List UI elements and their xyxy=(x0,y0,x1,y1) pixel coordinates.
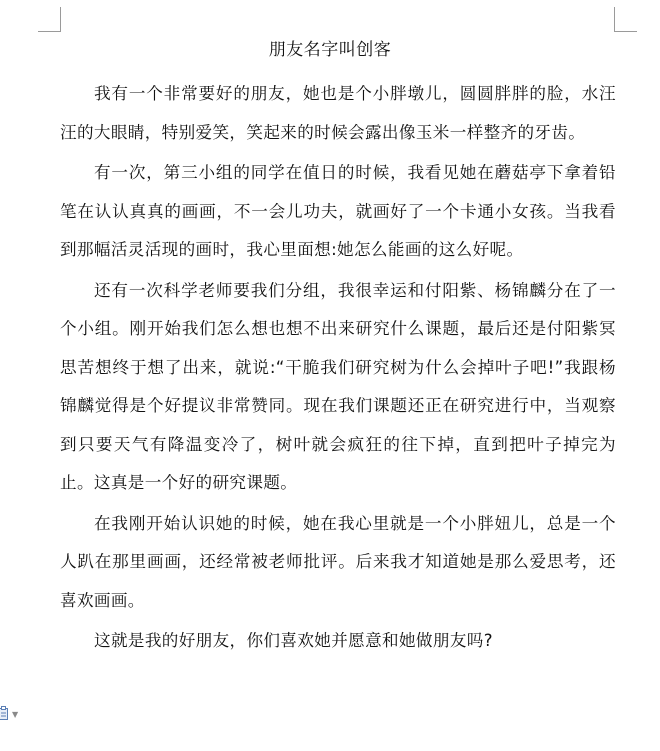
paste-options-icon[interactable] xyxy=(0,706,9,720)
crop-mark-top-left xyxy=(38,7,61,32)
document-title[interactable]: 朋友名字叫创客 xyxy=(268,40,392,60)
chevron-down-icon[interactable]: ▼ xyxy=(12,710,19,719)
crop-mark-top-right xyxy=(614,7,637,32)
paragraph-4[interactable]: 在我刚开始认识她的时候，她在我心里就是一个小胖妞儿，总是一个人趴在那里画画，还经常被老师批评。后来我才知道她是那么爱思考，还喜欢画画。 xyxy=(60,513,616,610)
paragraph-1[interactable]: 我有一个非常要好的朋友，她也是个小胖墩儿，圆圆胖胖的脸，水汪汪的大眼睛，特别爱笑，笑起来的时候会露出像玉米一样整齐的牙齿。 xyxy=(60,84,616,142)
paragraph-2[interactable]: 有一次，第三小组的同学在值日的时候，我看见她在蘑菇亭下拿着铅笔在认认真真的画画，不一会儿功夫，就画好了一个卡通小女孩。当我看到那幅活灵活现的画时，我心里面想:她怎么能画的这么好呢。 xyxy=(60,163,616,259)
paragraph-3[interactable]: 还有一次科学老师要我们分组，我很幸运和付阳紫、杨锦麟分在了一个小组。刚开始我们怎么想也想不出来研究什么课题，最后还是付阳紫冥思苦想终于想了出来，就说:“干脆我们研究树为什么会掉叶子吧!”我跟杨锦麟觉得是个好提议非常赞同。现在我们课题还正在研究进行中，当观察到只要天气有降温变冷了，树叶就会疯狂的往下掉，直到把叶子掉完为止。这真是一个好的研究课题。 xyxy=(60,280,616,492)
document-body[interactable] xyxy=(60,75,616,661)
paragraph-5[interactable]: 这就是我的好朋友，你们喜欢她并愿意和她做朋友吗? xyxy=(94,631,493,650)
